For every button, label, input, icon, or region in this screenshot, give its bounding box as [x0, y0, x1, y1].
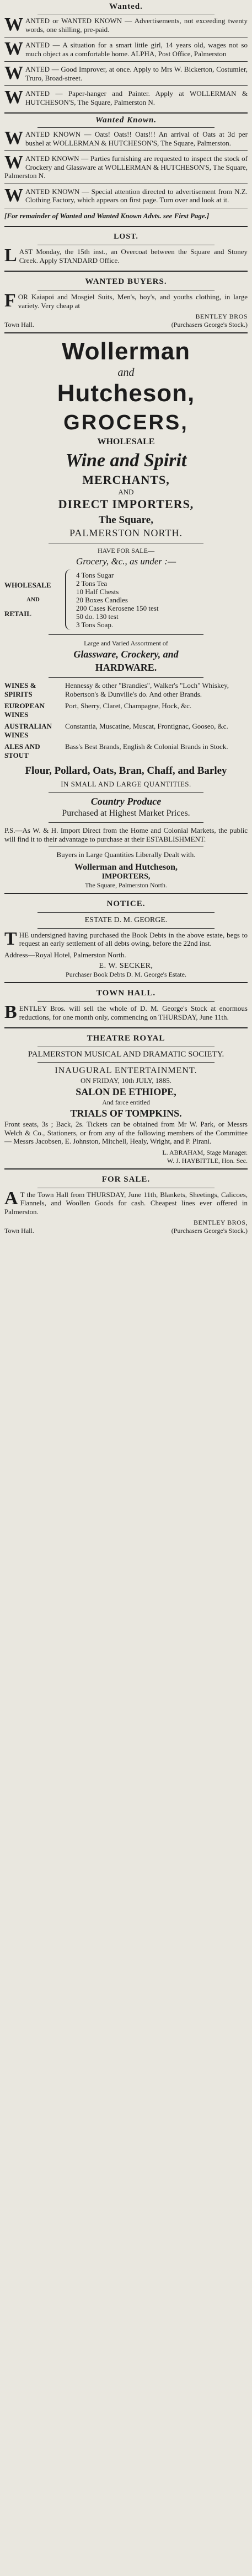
ad-text: ANTED KNOWN — Parties furnishing are requested to inspect the stock of Crockery and Glassware at WOLLERMAN & HUTCHESON'S, The Square, Palmerston N.: [4, 154, 248, 180]
inaugural-heading: INAUGURAL ENTERTAINMENT.: [55, 1066, 197, 1075]
lost-section: [4, 227, 248, 272]
salon-heading: SALON DE ETHIOPE,: [76, 1086, 176, 1097]
drop-cap: B: [4, 1002, 17, 1022]
ad-text: ANTED — A situation for a smart little girl, 14 years old, wages not so much object as a comfortable home. ALPHA, Post Office, Palmerston: [25, 41, 248, 58]
hardware-heading: HARDWARE.: [95, 662, 157, 673]
grocers-heading: GROCERS,: [63, 411, 189, 434]
divider: [49, 634, 203, 635]
section-heading: Wanted Known.: [95, 116, 157, 125]
wholesale-heading: WHOLESALE: [97, 437, 155, 446]
ad-text: ANTED — Paper-hanger and Painter. Apply at WOLLERMAN & HUTCHESON'S, The Square, Palmerston N.: [25, 89, 248, 106]
wholesale-label: WHOLESALE: [4, 581, 51, 589]
firm-and: and: [117, 367, 135, 379]
grocery-item: 3 Tons Soap.: [76, 620, 114, 629]
theatre-section: [4, 1028, 248, 1170]
divider: [4, 85, 248, 86]
ad-text: HE undersigned having purchased the Book Debts in the above estate, begs to request an early settlement of all debts owing, before the 22nd inst.: [19, 930, 248, 947]
produce-text: Purchased at Highest Market Prices.: [62, 809, 190, 818]
section-heading: NOTICE.: [106, 899, 146, 908]
divider: [49, 792, 203, 793]
address-text: Address—Royal Hotel, Palmerston North.: [4, 950, 126, 959]
direct-importers-heading: DIRECT IMPORTERS,: [58, 497, 194, 511]
classified-ad: [4, 154, 248, 180]
estate-heading: ESTATE D. M. GEORGE.: [84, 915, 168, 924]
drop-cap: F: [4, 290, 16, 311]
grocery-item: 200 Cases Kerosene 150 test: [76, 603, 159, 612]
stage-manager: L. ABRAHAM, Stage Manager.: [162, 1148, 248, 1156]
square-heading: The Square,: [99, 514, 153, 526]
wines-list: [4, 681, 248, 760]
grocery-labels: [4, 578, 65, 621]
date-text: ON FRIDAY, 10th JULY, 1885.: [81, 1076, 171, 1085]
grocery-items: [76, 571, 248, 629]
notice-text: [4, 928, 248, 949]
divider: [37, 1001, 215, 1002]
ad-text: ENTLEY Bros. will sell the whole of D. M. George's Stock at enormous reductions, for one month only, commencing on THURSDAY, June 11th.: [19, 1004, 248, 1021]
firm-name-1: Wollerman: [61, 338, 191, 365]
section-heading: LOST.: [114, 233, 138, 241]
divider: [37, 912, 215, 913]
footer-right: (Purchasers George's Stock.): [171, 1227, 248, 1235]
signer-role: Purchaser Book Debts D. M. George's Estate.: [66, 971, 186, 978]
section-heading: Wanted.: [109, 2, 143, 11]
produce-heading: Country Produce: [90, 796, 162, 807]
buyers-text: Buyers in Large Quantities Liberally Dealt with.: [56, 850, 196, 859]
drop-cap: W: [4, 185, 23, 206]
ad-text: T the Town Hall from THURSDAY, June 11th, Blankets, Sheetings, Calicoes, Flannels, and Woollen Goods for cash. Cheapest lines ever offered in Palmerston.: [4, 1190, 248, 1216]
wines-label: EUROPEAN WINES: [4, 702, 45, 719]
ps-text: P.S.—As W. & H. Import Direct from the Home and Colonial Markets, the public will find it to their advantage to purchase at their ESTABLISHMENT.: [4, 826, 248, 843]
drop-cap: W: [4, 87, 23, 107]
retail-label: RETAIL: [4, 610, 31, 618]
wines-row: [4, 742, 248, 760]
classified-ad: [4, 247, 248, 265]
wanted-buyers-section: [4, 272, 248, 333]
divider: [49, 822, 203, 823]
divider: [4, 150, 248, 151]
ad-text: OR Kaiapoi and Mosgiel Suits, Men's, boy's, and youths clothing, in large variety. Very cheap at: [18, 293, 248, 310]
signer-name: E. W. SECKER,: [99, 962, 153, 970]
glassware-heading: Glassware, Crockery, and: [73, 649, 179, 660]
ad-footer: [4, 321, 248, 329]
section-heading: WANTED BUYERS.: [85, 277, 167, 286]
brace: [65, 569, 76, 630]
ad-text: ANTED KNOWN — Oats! Oats!! Oats!!! An arrival of Oats at 3d per bushel at WOLLERMAN & HUTCHESON'S, The Square, Palmerston.: [25, 130, 248, 147]
notice-section: [4, 894, 248, 984]
section-heading: THEATRE ROYAL: [87, 1034, 165, 1043]
signature: Wollerman and Hutcheson,: [74, 862, 178, 872]
ad-text: ANTED — Good Improver, at once. Apply to Mrs W. Bickerton, Costumier, Truro, Broad-street.: [25, 65, 248, 82]
divider: [4, 61, 248, 62]
wine-spirit-heading: Wine and Spirit: [65, 450, 187, 471]
wines-label: WINES & SPIRITS: [4, 681, 36, 698]
grocery-item: 50 do. 130 test: [76, 612, 119, 621]
remainder-note: [For remainder of Wanted and Wanted Known Advts. see First Page.]: [4, 211, 210, 220]
drop-cap: W: [4, 39, 23, 59]
and-label: AND: [118, 488, 134, 496]
and-label: AND: [26, 596, 40, 603]
drop-cap: W: [4, 152, 23, 173]
ad-text: AST Monday, the 15th inst., an Overcoat between the Square and Stoney Creek. Apply STANDARD Office.: [19, 247, 248, 265]
firm-name: BENTLEY BROS: [195, 312, 248, 320]
ad-text: ANTED KNOWN — Special attention directed to advertisement from N.Z. Clothing Factory, which appears on first page. Turn over and look at it.: [25, 187, 248, 204]
section-heading: FOR SALE.: [101, 1174, 151, 1184]
wines-value: Port, Sherry, Claret, Champagne, Hock, &c.: [65, 702, 192, 710]
hon-sec: W. J. HAYBITTLE, Hon. Sec.: [167, 1156, 248, 1165]
wanted-known-section: [4, 114, 248, 227]
wines-value: Constantia, Muscatine, Muscat, Frontignac, Gooseo, &c.: [65, 722, 228, 730]
drop-cap: L: [4, 245, 17, 266]
drop-cap: W: [4, 63, 23, 83]
wines-row: [4, 722, 248, 740]
wanted-section: [4, 0, 248, 114]
assortment-text: Large and Varied Assortment of: [84, 639, 168, 647]
importers-label: IMPORTERS,: [101, 872, 151, 881]
divider: [49, 677, 203, 678]
wines-label: AUSTRALIAN WINES: [4, 722, 52, 739]
grocery-item: 2 Tons Tea: [76, 579, 108, 588]
wines-row: [4, 702, 248, 719]
society-name: PALMERSTON MUSICAL AND DRAMATIC SOCIETY.: [28, 1050, 224, 1059]
have-for-sale: HAVE FOR SALE—: [97, 547, 155, 554]
address-text: The Square, Palmerston North.: [85, 881, 167, 889]
wines-label: ALES AND STOUT: [4, 742, 40, 759]
footer-left: Town Hall.: [4, 321, 34, 328]
classified-ad: [4, 65, 248, 82]
drop-cap: A: [4, 1188, 18, 1209]
classified-ad: [4, 130, 248, 147]
grocery-list: [4, 569, 248, 630]
newspaper-column: [4, 0, 248, 1238]
classified-ad: [4, 1190, 248, 1216]
section-heading: TOWN HALL.: [96, 989, 156, 998]
classified-ad: [4, 290, 248, 311]
ad-footer: [4, 1227, 248, 1235]
quantities-text: IN SMALL AND LARGE QUANTITIES.: [61, 780, 191, 788]
wollerman-ad: [4, 333, 248, 894]
footer-right: (Purchasers George's Stock.): [171, 321, 248, 328]
town-heading: PALMERSTON NORTH.: [69, 527, 183, 538]
grocery-item: 10 Half Chests: [76, 587, 119, 596]
drop-cap: W: [4, 14, 23, 35]
townhall-section: [4, 983, 248, 1028]
drop-cap: W: [4, 128, 23, 148]
firm-name: BENTLEY BROS,: [193, 1219, 248, 1226]
ad-text: ANTED or WANTED KNOWN — Advertisements, not exceeding twenty words, one shilling, pre-paid.: [25, 17, 248, 34]
wines-value: Hennessy & other "Brandies", Walker's "Loch" Whiskey, Robertson's & Dunville's do. And other Brands.: [65, 681, 229, 698]
classified-ad: [4, 1004, 248, 1021]
forsale-section: [4, 1170, 248, 1239]
grocery-item: 20 Boxes Candles: [76, 595, 128, 604]
firm-name-2: Hutcheson,: [57, 380, 195, 407]
footer-left: Town Hall.: [4, 1227, 34, 1235]
grocery-item: 4 Tons Sugar: [76, 570, 114, 579]
divider: [37, 127, 215, 128]
divider: [37, 1062, 215, 1063]
wines-value: Bass's Best Brands, English & Colonial Brands in Stock.: [65, 742, 228, 751]
classified-ad: [4, 187, 248, 204]
theatre-text: Front seats, 3s ; Back, 2s. Tickets can be obtained from Mr W. Park, or Messrs Welch & Co., Stationers, or from any of the following members of the Committee — Messrs Jacobsen, E. Johnston, Mitchell, Healy, Wright, and P. Pirani.: [4, 1120, 248, 1145]
farce-text: And farce entitled: [102, 1098, 150, 1106]
wines-row: [4, 681, 248, 699]
drop-cap: T: [4, 928, 17, 949]
merchants-heading: MERCHANTS,: [82, 473, 170, 487]
classified-ad: [4, 14, 248, 35]
classified-ad: [4, 41, 248, 58]
classified-ad: [4, 89, 248, 106]
flour-heading: Flour, Pollard, Oats, Bran, Chaff, and Barley: [25, 765, 227, 777]
divider: [37, 928, 215, 929]
grocery-heading: Grocery, &c., as under :—: [76, 556, 176, 567]
trials-heading: TRIALS OF TOMPKINS.: [70, 1108, 182, 1119]
